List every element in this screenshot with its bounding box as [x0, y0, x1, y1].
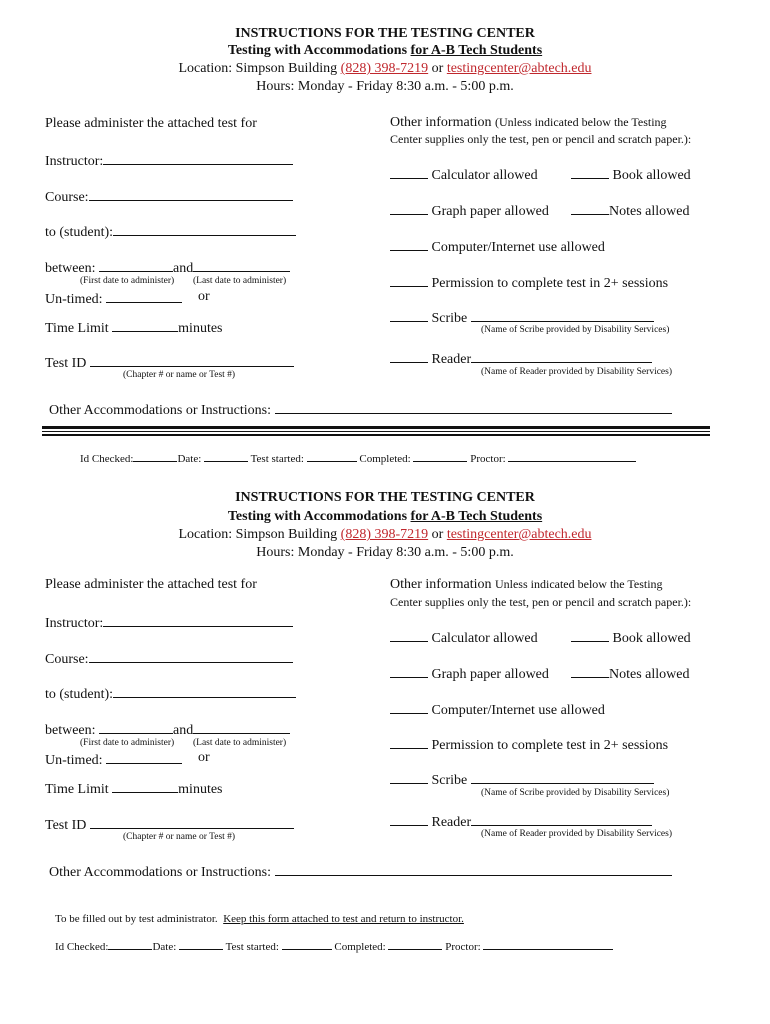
permission-label: Permission to complete test in 2+ sessions: [431, 738, 669, 753]
calculator-label: Calculator allowed: [431, 168, 538, 183]
scribe-label: Scribe: [431, 311, 468, 326]
proctor-label: Proctor:: [470, 453, 506, 465]
graph-paper-option[interactable]: [390, 201, 549, 220]
hours-line: Hours: Monday - Friday 8:30 a.m. - 5:00 p.m.: [256, 79, 514, 94]
section-subtitle: [0, 509, 770, 525]
book-label: Book allowed: [612, 168, 691, 183]
section-title: INSTRUCTIONS FOR THE TESTING CENTER: [235, 26, 535, 41]
completed-label: Completed:: [359, 453, 411, 465]
instructor-label: Instructor:: [45, 154, 104, 169]
admin-record-line[interactable]: [55, 939, 613, 953]
course-label: Course:: [45, 652, 89, 667]
date-label: Date:: [152, 941, 177, 953]
untimed-label: Un-timed:: [45, 292, 103, 307]
untimed-field[interactable]: [45, 750, 182, 769]
or-word: or: [428, 61, 447, 76]
email-link[interactable]: testingcenter@abtech.edu: [446, 527, 592, 542]
and-label: and: [173, 261, 194, 276]
first-date-note: (First date to administer): [80, 738, 175, 748]
admin-record-line[interactable]: [80, 451, 636, 465]
other-info-note-1: Unless indicated below the Testing: [494, 577, 663, 591]
student-label: to (student):: [45, 687, 114, 702]
permission-option[interactable]: [390, 273, 668, 292]
location-line: [0, 61, 770, 77]
scribe-note: (Name of Scribe provided by Disability Services): [481, 325, 670, 335]
proctor-label: Proctor:: [445, 941, 481, 953]
test-id-label: Test ID: [45, 356, 87, 371]
other-info-note-2: Center supplies only the test, pen or pencil and scratch paper.):: [390, 595, 692, 609]
permission-label: Permission to complete test in 2+ sessions: [431, 276, 669, 291]
reader-label: Reader: [431, 352, 472, 367]
computer-option[interactable]: [390, 700, 605, 719]
minutes-label: minutes: [178, 782, 223, 797]
administer-label: Please administer the attached test for: [45, 577, 257, 592]
phone-link[interactable]: (828) 398-7219: [340, 61, 429, 76]
computer-label: Computer/Internet use allowed: [431, 703, 605, 718]
graph-paper-label: Graph paper allowed: [431, 204, 549, 219]
time-limit-field[interactable]: [45, 779, 223, 798]
notes-option[interactable]: [571, 664, 689, 683]
computer-label: Computer/Internet use allowed: [431, 240, 605, 255]
instructor-label: Instructor:: [45, 616, 104, 631]
other-info-label: Other information: [390, 115, 492, 130]
untimed-label: Un-timed:: [45, 753, 103, 768]
other-info-heading: [390, 577, 663, 593]
section-subtitle: [0, 43, 770, 59]
notes-label: Notes allowed: [609, 667, 690, 682]
other-info-label: Other information: [390, 577, 492, 592]
graph-paper-option[interactable]: [390, 664, 549, 683]
test-started-label: Test started:: [250, 453, 304, 465]
subtitle-prefix: Testing with Accommodations: [227, 43, 411, 58]
last-date-note: (Last date to administer): [193, 738, 287, 748]
time-limit-label: Time Limit: [45, 321, 109, 336]
student-field[interactable]: [45, 222, 296, 241]
student-label: to (student):: [45, 225, 114, 240]
subtitle-emphasis: for A-B Tech Students: [410, 43, 543, 58]
notes-label: Notes allowed: [609, 204, 690, 219]
test-started-label: Test started:: [225, 941, 279, 953]
administrator-note-text: To be filled out by test administrator.: [55, 913, 218, 925]
notes-option[interactable]: [571, 201, 689, 220]
between-label: between:: [45, 261, 96, 276]
other-accommodations-field[interactable]: [49, 862, 672, 881]
calculator-option[interactable]: [390, 165, 538, 184]
last-date-note: (Last date to administer): [193, 276, 287, 286]
other-accommodations-field[interactable]: [49, 400, 672, 419]
chapter-note: (Chapter # or name or Test #): [123, 832, 236, 842]
course-label: Course:: [45, 190, 89, 205]
reader-note: (Name of Reader provided by Disability Services): [481, 367, 672, 377]
location-line: [0, 527, 770, 543]
divider-thick: [42, 426, 710, 429]
scribe-option[interactable]: [390, 770, 654, 789]
instructor-field[interactable]: [45, 151, 293, 170]
between-field[interactable]: [45, 258, 290, 277]
and-label: and: [173, 723, 194, 738]
administer-label: Please administer the attached test for: [45, 116, 257, 131]
instructor-field[interactable]: [45, 613, 293, 632]
computer-option[interactable]: [390, 237, 605, 256]
scribe-note: (Name of Scribe provided by Disability Services): [481, 788, 670, 798]
reader-note: (Name of Reader provided by Disability Services): [481, 829, 672, 839]
between-field[interactable]: [45, 720, 290, 739]
reader-option[interactable]: [390, 349, 652, 368]
permission-option[interactable]: [390, 735, 668, 754]
student-field[interactable]: [45, 684, 296, 703]
id-checked-label: Id Checked:: [80, 453, 134, 465]
between-label: between:: [45, 723, 96, 738]
phone-link[interactable]: (828) 398-7219: [340, 527, 429, 542]
book-option[interactable]: [571, 628, 691, 647]
or-label: or: [198, 289, 210, 304]
hours-line: Hours: Monday - Friday 8:30 a.m. - 5:00 p.m.: [256, 545, 514, 560]
calculator-option[interactable]: [390, 628, 538, 647]
untimed-field[interactable]: [45, 289, 182, 308]
subtitle-prefix: Testing with Accommodations: [227, 509, 411, 524]
divider-thin-2: [42, 434, 710, 436]
other-accommodations-label: Other Accommodations or Instructions:: [49, 865, 272, 880]
course-field[interactable]: [45, 649, 293, 668]
date-label: Date:: [177, 453, 202, 465]
other-info-note-2: Center supplies only the test, pen or pencil and scratch paper.):: [390, 132, 692, 146]
minutes-label: minutes: [178, 321, 223, 336]
other-accommodations-label: Other Accommodations or Instructions:: [49, 403, 272, 418]
book-option[interactable]: [571, 165, 691, 184]
calculator-label: Calculator allowed: [431, 631, 538, 646]
chapter-note: (Chapter # or name or Test #): [123, 370, 236, 380]
graph-paper-label: Graph paper allowed: [431, 667, 549, 682]
course-field[interactable]: [45, 187, 293, 206]
other-info-heading: [390, 115, 667, 131]
location-label: Location: Simpson Building: [178, 527, 341, 542]
divider-thin: [42, 431, 710, 432]
time-limit-label: Time Limit: [45, 782, 109, 797]
section-title: INSTRUCTIONS FOR THE TESTING CENTER: [235, 490, 535, 505]
test-id-label: Test ID: [45, 818, 87, 833]
administrator-note-emphasis: Keep this form attached to test and return to instructor.: [223, 913, 464, 925]
first-date-note: (First date to administer): [80, 276, 175, 286]
or-word: or: [428, 527, 447, 542]
time-limit-field[interactable]: [45, 318, 223, 337]
other-info-note-1: (Unless indicated below the Testing: [494, 115, 667, 129]
reader-label: Reader: [431, 815, 472, 830]
administrator-note: [55, 913, 464, 925]
id-checked-label: Id Checked:: [55, 941, 109, 953]
location-label: Location: Simpson Building: [178, 61, 341, 76]
email-link[interactable]: testingcenter@abtech.edu: [446, 61, 592, 76]
subtitle-emphasis: for A-B Tech Students: [410, 509, 543, 524]
book-label: Book allowed: [612, 631, 691, 646]
scribe-label: Scribe: [431, 773, 468, 788]
completed-label: Completed:: [334, 941, 386, 953]
or-label: or: [198, 750, 210, 765]
